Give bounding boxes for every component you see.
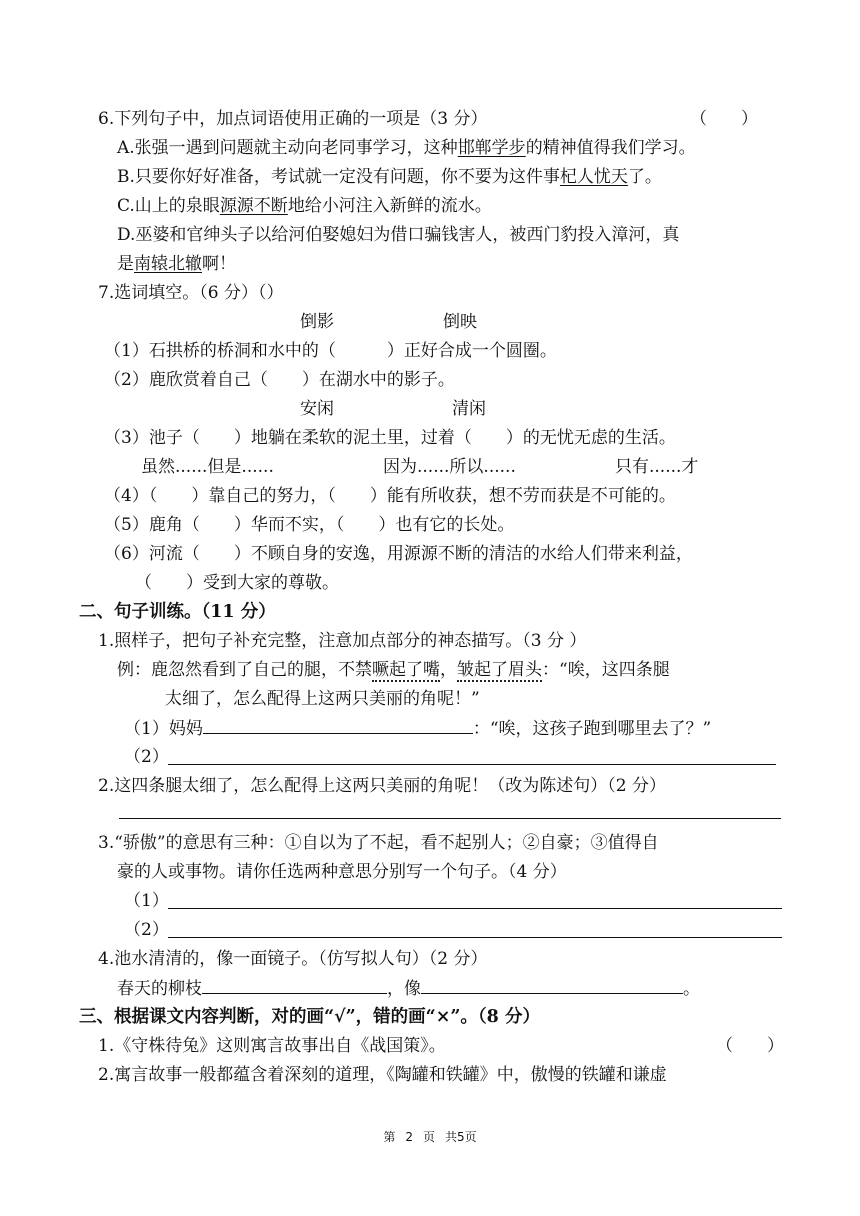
q7-sentence-4: （4）（ ）靠自己的努力，（ ）能有所收获，想不劳而获是不可能的。 [104,486,676,506]
s2-q1-item-2: （2） [124,747,169,767]
q6-option-d-word: 南辕北辙 [134,254,202,274]
q7-conjunction-option: 因为......所以...... [383,457,516,477]
section-3-title: 三、根据课文内容判断，对的画“√”，错的画“×”。（8 分） [79,1007,540,1027]
q7-sentence-1: （1）石拱桥的桥洞和水中的（ ）正好合成一个圆圈。 [104,341,557,361]
q6-option-a: A.张强一遇到问题就主动向老同事学习，这种邯郸学步的精神值得我们学习。 [117,138,696,158]
answer-blank[interactable] [421,977,683,994]
page-footer: 第 2 页 共5页 [383,1130,477,1144]
q7-sentence-5: （5）鹿角（ ）华而不实，（ ）也有它的长处。 [104,515,515,535]
emphasis-dotted-phrase: 皱起了眉头 [457,660,542,680]
q7-word-option: 清闲 [452,399,486,419]
s2-q4-answer: 春天的柳枝 ，像 。 [117,979,700,999]
s2-q4-stem: 4.池水清清的，像一面镜子。（仿写拟人句）（2 分） [98,949,488,969]
s2-q1-stem: 1.照样子，把句子补充完整，注意加点部分的神态描写。（3 分 ） [98,631,587,651]
section-2-title: 二、句子训练。（11 分） [79,602,276,622]
q6-option-c: C.山上的泉眼源源不断地给小河注入新鲜的流水。 [117,196,492,216]
q6-option-d-line1: D.巫婆和官绅头子以给河伯娶媳妇为借口骗钱害人，被西门豹投入漳河，真 [117,225,680,245]
answer-line[interactable] [119,818,781,819]
answer-line[interactable] [168,937,782,938]
q7-conjunction-option: 只有......才 [615,457,699,477]
s2-q3-line1: 3.“骄傲”的意思有三种：①自以为了不起，看不起别人；②自豪；③值得自 [98,833,659,853]
s2-q3-line2: 豪的人或事物。请你任选两种意思分别写一个句子。（4 分） [117,862,567,882]
q6-answer-paren: （ ） [690,109,758,129]
q6-option-c-word: 源源不断 [219,196,288,216]
q6-stem: 6.下列句子中，加点词语使用正确的一项是（3 分） [98,109,488,129]
answer-blank[interactable] [203,717,473,734]
q7-word-option: 安闲 [300,399,334,419]
q6-option-d-line2: 是南辕北辙啊！ [117,254,236,274]
s2-q1-item-1: （1）妈妈 ：“唉，这孩子跑到哪里去了？” [124,719,712,739]
q7-sentence-6: （6）河流（ ）不顾自身的安逸，用源源不断的清洁的水给人们带来利益， [104,544,693,564]
answer-line[interactable] [168,908,782,909]
q6-option-b-word: 杞人忧天 [559,167,628,187]
q7-sentence-2: （2）鹿欣赏着自己（ ）在湖水中的影子。 [104,370,455,390]
s2-q3-item-1: （1） [124,891,169,911]
s3-q1-answer-paren: （ ） [716,1036,784,1056]
q7-sentence-6-cont: （ ）受到大家的尊敬。 [135,573,339,593]
q7-word-option: 倒映 [443,312,477,332]
emphasis-dotted-phrase: 噘起了嘴 [372,660,440,680]
s3-q1-stem: 1.《守株待兔》这则寓言故事出自《战国策》。 [98,1036,446,1056]
q6-option-b: B.只要你好好准备，考试就一定没有问题，你不要为这件事杞人忧天了。 [117,167,662,187]
s3-q2-stem: 2.寓言故事一般都蕴含着深刻的道理，《陶罐和铁罐》中，傲慢的铁罐和谦虚 [98,1065,667,1085]
q7-stem: 7.选词填空。（6 分）（） [98,283,284,303]
s2-q2-stem: 2.这四条腿太细了，怎么配得上这两只美丽的角呢！（改为陈述句）（2 分） [98,776,666,796]
s2-q1-example-line2: 太细了，怎么配得上这两只美丽的角呢！” [165,689,480,709]
q6-option-a-word: 邯郸学步 [457,138,526,158]
answer-blank[interactable] [202,977,387,994]
page-number: 2 [405,1130,413,1144]
q7-word-option: 倒影 [300,312,334,332]
answer-line[interactable] [168,764,776,765]
s2-q3-item-2: （2） [124,920,169,940]
q7-sentence-3: （3）池子（ ）地躺在柔软的泥土里，过着（ ）的无忧无虑的生活。 [104,428,676,448]
q7-conjunction-option: 虽然......但是...... [141,457,274,477]
total-pages: 共5页 [445,1130,477,1144]
s2-q1-example-line1: 例：鹿忽然看到了自己的腿，不禁噘起了嘴，皱起了眉头：“唉，这四条腿 [117,660,670,680]
